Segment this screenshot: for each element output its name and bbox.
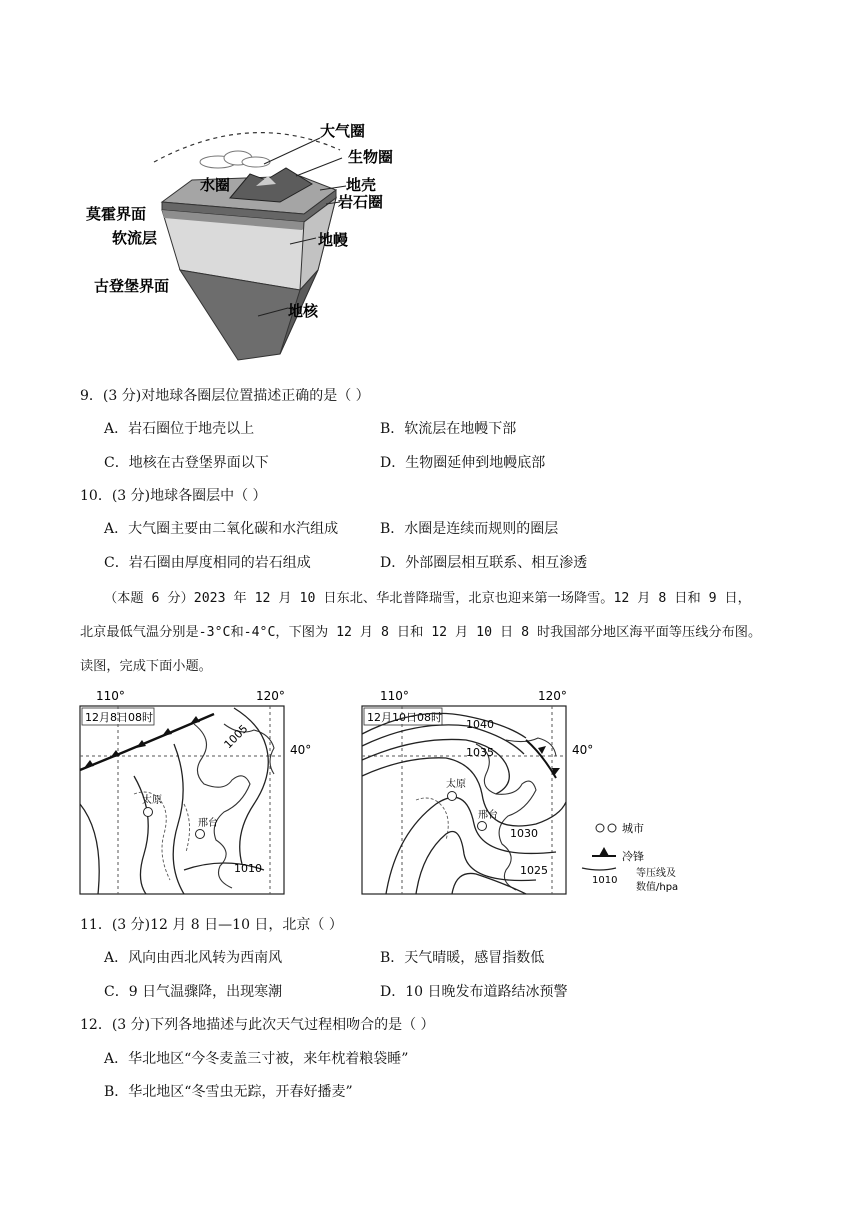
left-isobar-1005: 1005	[221, 722, 251, 752]
q11-option-a[interactable]: A．风向由西北风转为西南风	[104, 950, 283, 966]
q10-option-b[interactable]: B．水圈是连续而规则的圈层	[380, 521, 559, 537]
right-lon-110: 110°	[380, 689, 409, 703]
passage-line-3: 读图，完成下面小题。	[80, 659, 212, 674]
label-lithosphere: 岩石圈	[338, 193, 384, 211]
legend-city-label: 城市	[622, 822, 644, 835]
q9-option-d[interactable]: D．生物圈延伸到地幔底部	[380, 455, 546, 471]
left-isobar-1010: 1010	[234, 862, 262, 875]
q10-stem: 10．(3 分)地球各圈层中（ ）	[80, 488, 267, 504]
q9-option-b[interactable]: B．软流层在地幔下部	[380, 421, 517, 437]
legend-isobar-desc2: 数值/hpa	[636, 882, 679, 893]
label-atmosphere: 大气圈	[320, 122, 366, 140]
q11-stem: 11．(3 分)12 月 8 日—10 日，北京（ ）	[80, 917, 343, 933]
legend-isobar-icon	[582, 868, 616, 870]
label-moho: 莫霍界面	[86, 205, 147, 223]
left-taiyuan-marker	[144, 808, 153, 817]
left-lon-110: 110°	[96, 689, 125, 703]
left-xingtai-marker	[196, 830, 205, 839]
legend-cold-front-label: 冷锋	[622, 850, 644, 863]
legend-city-icon	[596, 824, 604, 832]
label-biosphere: 生物圈	[348, 148, 394, 166]
q11-option-b[interactable]: B．天气晴暖，感冒指数低	[380, 950, 545, 966]
left-lat-40: 40°	[290, 743, 312, 757]
q11-option-c[interactable]: C．9 日气温骤降，出现寒潮	[104, 984, 283, 1000]
q11-option-d[interactable]: D．10 日晚发布道路结冰预警	[380, 984, 568, 1000]
right-isobar-1035: 1035	[466, 746, 494, 759]
label-crust: 地壳	[346, 176, 377, 194]
right-isobar-1030: 1030	[510, 827, 538, 840]
isobar-map-dec8	[74, 684, 344, 900]
legend-isobar-value: 1010	[592, 875, 618, 886]
left-date-label: 12月8日08时	[85, 711, 153, 724]
isobar-map-dec10	[356, 684, 602, 900]
q9-option-c[interactable]: C．地核在古登堡界面以下	[104, 455, 269, 471]
right-date-label: 12月10日08时	[367, 711, 442, 724]
q12-stem: 12．(3 分)下列各地描述与此次天气过程相吻合的是（ ）	[80, 1017, 435, 1033]
q12-option-b[interactable]: B．华北地区“冬雪虫无踪，开春好播麦”	[104, 1084, 353, 1100]
right-xingtai-label: 邢台	[478, 810, 498, 821]
label-mantle: 地幔	[318, 231, 349, 249]
q10-option-d[interactable]: D．外部圈层相互联系、相互渗透	[380, 555, 588, 571]
q12-option-a[interactable]: A．华北地区“今冬麦盖三寸被，来年枕着粮袋睡”	[104, 1051, 409, 1067]
right-taiyuan-label: 太原	[446, 779, 466, 790]
right-lat-40: 40°	[572, 743, 594, 757]
map-legend	[580, 812, 710, 898]
earth-layers-diagram	[80, 110, 420, 370]
legend-isobar-desc1: 等压线及	[636, 868, 676, 879]
left-xingtai-label: 邢台	[198, 818, 218, 829]
right-lon-120: 120°	[538, 689, 567, 703]
q10-option-a[interactable]: A．大气圈主要由二氧化碳和水汽组成	[104, 521, 339, 537]
q10-option-c[interactable]: C．岩石圈由厚度相同的岩石组成	[104, 555, 311, 571]
passage-line-2: 北京最低气温分别是-3°C和-4°C，下图为 12 月 8 日和 12 月 10 日 8 时我国部分地区海平面等压线分布图。	[80, 625, 762, 640]
label-asthenosphere: 软流层	[112, 229, 158, 247]
cloud-icon	[200, 151, 270, 168]
label-core: 地核	[288, 302, 319, 320]
right-isobar-1025: 1025	[520, 864, 548, 877]
label-hydrosphere: 水圈	[200, 176, 231, 194]
left-taiyuan-label: 太原	[142, 795, 162, 806]
right-taiyuan-marker	[448, 792, 457, 801]
q9-stem: 9．(3 分)对地球各圈层位置描述正确的是（ ）	[80, 388, 370, 404]
right-xingtai-marker	[478, 822, 487, 831]
right-isobar-1040: 1040	[466, 718, 494, 731]
left-lon-120: 120°	[256, 689, 285, 703]
passage-line-1: （本题 6 分）2023 年 12 月 10 日东北、华北普降瑞雪，北京也迎来第一场降雪。12 月 8 日和 9 日，	[104, 591, 751, 606]
q9-option-a[interactable]: A．岩石圈位于地壳以上	[104, 421, 255, 437]
label-gutenberg: 古登堡界面	[94, 277, 170, 295]
